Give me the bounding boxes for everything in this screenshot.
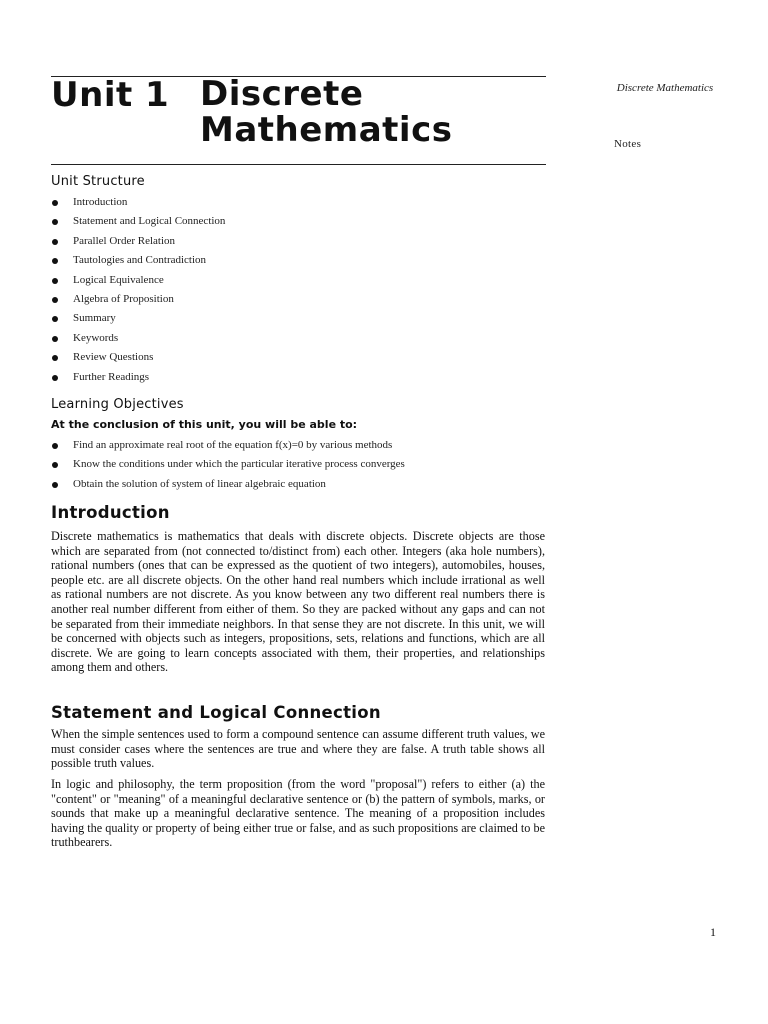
list-item: Keywords bbox=[51, 329, 545, 348]
unit-number: Unit 1 bbox=[51, 75, 170, 115]
bullet-icon bbox=[52, 258, 58, 264]
bullet-icon bbox=[52, 443, 58, 449]
bullet-icon bbox=[52, 239, 58, 245]
unit-structure-list bbox=[51, 193, 545, 387]
objectives-lead: At the conclusion of this unit, you will be able to: bbox=[51, 418, 358, 431]
list-item: Tautologies and Contradiction bbox=[51, 251, 545, 270]
bullet-icon bbox=[52, 200, 58, 206]
list-item: Algebra of Proposition bbox=[51, 290, 545, 309]
unit-title: Discrete Mathematics bbox=[200, 74, 453, 150]
objectives-list bbox=[51, 436, 545, 494]
margin-notes-label: Notes bbox=[614, 138, 642, 150]
list-item: Find an approximate real root of the equation f(x)=0 by various methods bbox=[51, 436, 545, 455]
list-item: Introduction bbox=[51, 193, 545, 212]
bullet-icon bbox=[52, 355, 58, 361]
list-item: Parallel Order Relation bbox=[51, 232, 545, 251]
list-item: Further Readings bbox=[51, 368, 545, 387]
running-head: Discrete Mathematics bbox=[616, 82, 714, 94]
bullet-icon bbox=[52, 278, 58, 284]
unit-structure-heading: Unit Structure bbox=[51, 174, 145, 189]
introduction-heading: Introduction bbox=[51, 503, 170, 522]
list-item: Logical Equivalence bbox=[51, 271, 545, 290]
list-item: Statement and Logical Connection bbox=[51, 212, 545, 231]
bullet-icon bbox=[52, 375, 58, 381]
statement-paragraph-1: When the simple sentences used to form a compound sentence can assume different truth values, we must consider cases where the sentences are true and where they are false. A truth table shows all possible truth values. bbox=[51, 727, 545, 771]
introduction-paragraph: Discrete mathematics is mathematics that deals with discrete objects. Discrete objects are those which are separated from (not connected to/distinct from) each other. Integers (aka hole numbers), rational numbers (ones that can be expressed as the quotient of two integers), automobiles, houses, people etc. are all discrete objects. On the other hand real numbers which include irrational as well as rational numbers are not discrete. As you know between any two different real numbers there is another real number different from either of them. So they are packed without any gaps and can not be separated from their immediate neighbors. In that sense they are not discrete. In this unit, we will be concerned with objects such as integers, propositions, sets, relations and functions, which are all discrete. We are going to learn concepts associated with them, their properties, and relationships among them and others. bbox=[51, 529, 545, 675]
statement-paragraph-2: In logic and philosophy, the term proposition (from the word "proposal") refers to either (a) the "content" or "meaning" of a meaningful declarative sentence or (b) the pattern of symbols, marks, or sounds that make up a meaningful declarative sentence. The meaning of a proposition includes having the quality or property of being either true or false, and as such propositions are claimed to be truthbearers. bbox=[51, 777, 545, 850]
page-number: 1 bbox=[710, 925, 716, 939]
statement-heading: Statement and Logical Connection bbox=[51, 703, 381, 722]
bullet-icon bbox=[52, 219, 58, 225]
list-item: Summary bbox=[51, 309, 545, 328]
bullet-icon bbox=[52, 297, 58, 303]
bullet-icon bbox=[52, 336, 58, 342]
bullet-icon bbox=[52, 316, 58, 322]
learning-objectives-heading: Learning Objectives bbox=[51, 397, 184, 412]
bullet-icon bbox=[52, 482, 58, 488]
title-bottom-rule bbox=[51, 164, 546, 165]
bullet-icon bbox=[52, 462, 58, 468]
list-item: Review Questions bbox=[51, 348, 545, 367]
list-item: Obtain the solution of system of linear algebraic equation bbox=[51, 475, 545, 494]
list-item: Know the conditions under which the particular iterative process converges bbox=[51, 455, 545, 474]
